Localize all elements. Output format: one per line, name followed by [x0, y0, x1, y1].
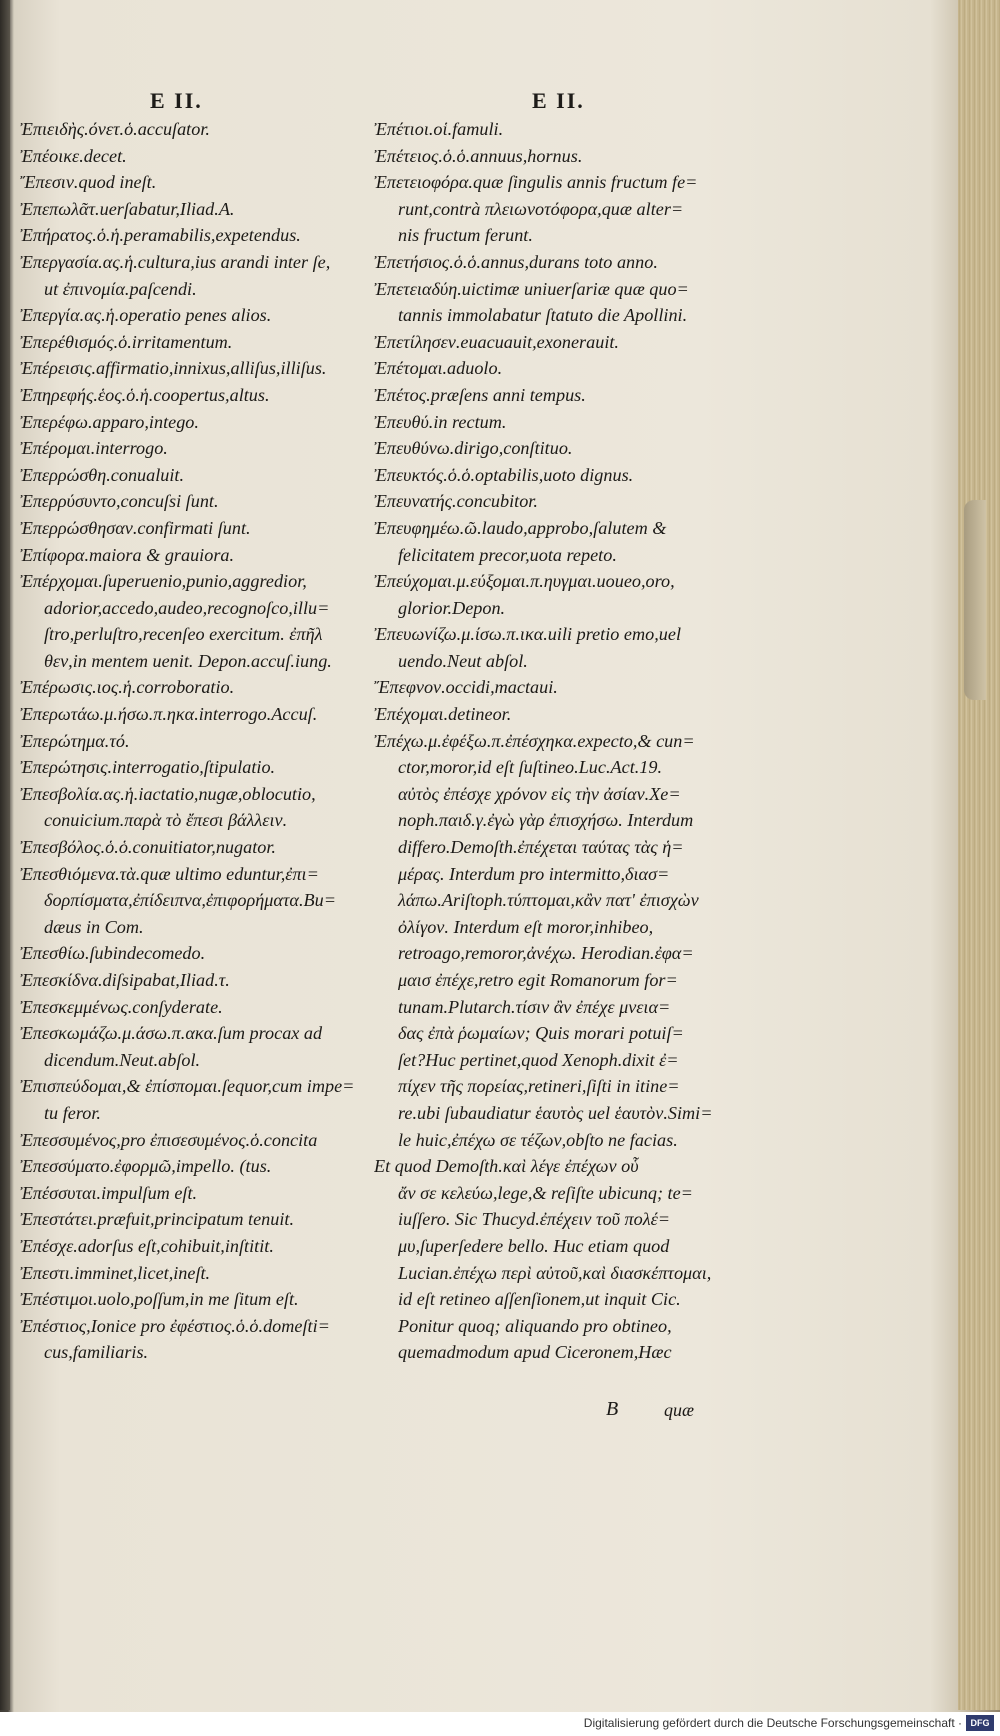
dictionary-line: Ponitur quoq; aliquando pro obtineo, — [398, 1315, 672, 1336]
dictionary-line: θεν,in mentem uenit. Depon.accuſ.iung. — [44, 650, 332, 671]
dictionary-line: id eſt retineo aſſenſionem,ut inquit Cic. — [398, 1289, 681, 1310]
dictionary-line: quemadmodum apud Ciceronem,Hæc — [398, 1342, 672, 1363]
page-edge — [958, 0, 1000, 1710]
dictionary-line: δας ἐπὰ ῥωμαίων; Quis morari potuiſ= — [398, 1023, 684, 1044]
dictionary-line: Ἐπερρώσθη.conualuit. — [20, 464, 185, 485]
dictionary-line: Ἐπευθύνω.dirigo,conſtituo. — [374, 438, 573, 459]
dictionary-line: re.ubi ſubaudiatur ἑαυτὸς uel ἑαυτὸν.Simi= — [398, 1102, 713, 1123]
dfg-logo: DFG — [966, 1715, 994, 1731]
dictionary-line: Ἐπερρώσθησαν.confirmati ſunt. — [20, 517, 251, 538]
right-column — [374, 116, 726, 1366]
dictionary-line: Ἐπευφημέω.ῶ.laudo,approbo,ſalutem & — [374, 517, 667, 538]
dictionary-line: Ἐπευθύ.in rectum. — [374, 411, 507, 432]
dictionary-line: Ἐπεσβολία.ας.ἡ.iactatio,nugæ,oblocutio, — [20, 783, 316, 804]
dictionary-line: Ἐπεργασία.ας.ἡ.cultura,ius arandi inter ſe, — [20, 251, 331, 272]
dictionary-line: Ἔπεσιν.quod ineſt. — [20, 172, 157, 193]
dictionary-line: Ἐπέσχε.adorſus eſt,cohibuit,inſtitit. — [20, 1235, 274, 1256]
running-head-left: E II. — [150, 88, 203, 113]
dictionary-line: Ἔπεφνον.occidi,mactaui. — [374, 677, 558, 698]
dictionary-line: Ἐπευκτός.ὁ.ὁ.optabilis,uoto dignus. — [374, 464, 634, 485]
dictionary-line: le huic,ἐπέχω σε τέζων,obſto ne facias. — [398, 1129, 678, 1150]
dictionary-line: dæus in Com. — [44, 916, 144, 937]
dictionary-line: μυ,ſuperſedere bello. Huc etiam quod — [398, 1235, 670, 1256]
dictionary-line: Ἐπηρεφής.ἑος.ὁ.ἡ.coopertus,altus. — [20, 384, 270, 405]
dictionary-line: Ἐπέρεισις.affirmatio,innixus,alliſus,illiſus. — [20, 358, 327, 379]
dictionary-line: Ἐπεστι.imminet,licet,ineſt. — [20, 1262, 211, 1283]
dictionary-line: μαισ ἐπέχε,retro egit Romanorum for= — [398, 970, 678, 990]
dictionary-line: Ἐπέτειος.ὁ.ὁ.annuus,hornus. — [374, 145, 583, 166]
catchword: quæ — [664, 1400, 695, 1420]
dictionary-line: Ἐπέχομαι.detineor. — [374, 704, 512, 725]
dictionary-line: tu feror. — [44, 1102, 101, 1123]
dictionary-line: ctor,moror,id eſt ſuſtineo.Luc.Act.19. — [398, 757, 663, 778]
dictionary-line: Ἐπέστιμοι.uolo,poſſum,in me ſitum eſt. — [20, 1289, 299, 1310]
dictionary-line: cus,familiaris. — [44, 1342, 149, 1363]
left-column — [20, 116, 355, 1366]
dictionary-line: glorior.Depon. — [398, 597, 506, 618]
dictionary-line: Ἐπερώτησις.interrogatio,ſtipulatio. — [20, 757, 276, 778]
dictionary-line: runt,contrà πλειωνοτόφορα,quæ alter= — [398, 198, 684, 219]
dictionary-line: πίχεν τῆς πορείας,retineri,ſiſti in itine= — [398, 1076, 680, 1097]
dictionary-line: tunam.Plutarch.τίσιν ἂν ἐπέχε μνεια= — [398, 996, 671, 1017]
dictionary-line: Ἐπεργία.ας.ἡ.operatio penes alios. — [20, 305, 272, 326]
dictionary-line: Ἐπέρχομαι.ſuperuenio,punio,aggredior, — [20, 571, 307, 592]
dictionary-line: Ἐπεσσύματο.ἐφορμῶ,impello. (tus. — [20, 1156, 272, 1177]
dictionary-line: Ἐπέτιοι.οἱ.famuli. — [374, 119, 504, 139]
dictionary-line: Ἐπιειδὴς.όνετ.ὁ.accuſator. — [20, 119, 210, 139]
dictionary-line: ſet?Huc pertinet,quod Xenoph.dixit ἐ= — [398, 1049, 679, 1070]
dictionary-line: Ἐπεσκίδνα.diſsipabat,Iliad.τ. — [20, 970, 230, 990]
dictionary-line: Ἐπεσκεμμένως.conſyderate. — [20, 996, 223, 1017]
dictionary-line: Ἐπεύχομαι.μ.εύξομαι.π.ηυγμαι.uoueo,oro, — [374, 571, 675, 592]
dictionary-line: Ἐπερέφω.apparo,intego. — [20, 411, 199, 432]
dictionary-line: ἄν σε κελεύω,lege,& reſiſte ubicunq; te= — [398, 1182, 693, 1203]
dictionary-line: Ἐπέσσυται.impulſum eſt. — [20, 1182, 198, 1203]
footer-credit: Digitalisierung gefördert durch die Deutsche Forschungsgemeinschaft · — [583, 1716, 962, 1730]
dictionary-line: conuicium.παρὰ τὸ ἔπεσι βάλλειν. — [44, 810, 288, 831]
dictionary-line: Ἐπεστάτει.præfuit,principatum tenuit. — [20, 1209, 294, 1230]
dictionary-line: λάπω.Ariſtoph.τύπτομαι,κἂν πατ' ἐπισχὼν — [398, 890, 699, 911]
dictionary-line: iuſſero. Sic Thucyd.ἐπέχειν τοῦ πολέ= — [398, 1209, 671, 1230]
dictionary-line: Et quod Demoſth.καὶ λέγε ἐπέχων οὗ — [374, 1156, 639, 1177]
dictionary-line: Ἐπέοικε.decet. — [20, 145, 127, 166]
dictionary-line: μέρας. Interdum pro intermitto,διασ= — [398, 863, 670, 884]
dictionary-line: nis fructum ferunt. — [398, 225, 533, 246]
dictionary-line: adorior,accedo,audeo,recognoſco,illu= — [44, 597, 330, 618]
dictionary-line: Ἐπέρομαι.interrogo. — [20, 438, 168, 459]
dictionary-line: uendo.Neut abſol. — [398, 650, 528, 671]
dictionary-line: Ἐπεσσυμένος,pro ἐπισεσυμένος.ὁ.concita — [20, 1129, 318, 1150]
dictionary-line: Ἐπευωνίζω.μ.ίσω.π.ικα.uili pretio emo,uel — [374, 624, 681, 645]
running-head-right: E II. — [532, 88, 585, 113]
dictionary-line: ſtro,perluſtro,recenſeo exercitum. ἐπῆλ — [44, 624, 323, 645]
signature-mark: B — [606, 1398, 619, 1420]
binding-shadow — [0, 0, 10, 1710]
dictionary-line: Ἐπισπεύδομαι,& ἐπίσπομαι.ſequor,cum impe= — [20, 1076, 355, 1097]
dictionary-line: felicitatem precor,uota repeto. — [398, 544, 617, 565]
dictionary-line: Ἐπετήσιος.ὁ.ὁ.annus,durans toto anno. — [374, 251, 658, 272]
dictionary-line: Ἐπερωτάω.μ.ήσω.π.ηκα.interrogo.Accuſ. — [20, 704, 318, 725]
dictionary-line: Ἐπέχω.μ.ἐφέξω.π.ἐπέσχηκα.expecto,& cun= — [374, 730, 695, 751]
dictionary-line: Lucian.ἐπέχω περὶ αὐτοῦ,καὶ διασκέπτομαι, — [398, 1262, 712, 1283]
dictionary-line: Ἐπήρατος.ὁ.ἡ.peramabilis,expetendus. — [20, 225, 301, 246]
dictionary-line: differo.Demoſth.ἐπέχεται ταύτας τὰς ἡ= — [398, 837, 684, 858]
dictionary-line: Ἐπίφορα.maiora & grauiora. — [20, 544, 235, 565]
dictionary-line: Ἐπευνατής.concubitor. — [374, 491, 538, 512]
dictionary-line: Ἐπέτομαι.aduolo. — [374, 358, 503, 379]
dictionary-line: Ἐπερρύσυντο,concuſsi ſunt. — [20, 491, 219, 512]
dictionary-line: noph.παιδ.γ.ἐγὼ γὰρ ἐπισχήσω. Interdum — [398, 810, 694, 831]
dictionary-line: Ἐπεσκωμάζω.μ.άσω.π.ακα.ſum procax ad — [20, 1023, 323, 1044]
dictionary-line: αὐτὸς ἐπέσχε χρόνον εἰς τὴν ἀσίαν.Xe= — [398, 783, 681, 804]
dictionary-line: ὀλίγον. Interdum eſt moror,inhibeo, — [398, 916, 654, 937]
dictionary-line: Ἐπερέθισμός.ὁ.irritamentum. — [20, 331, 233, 352]
dictionary-line: Ἐπετειοφόρα.quæ ſingulis annis fructum fe= — [374, 172, 698, 193]
book-clip — [964, 500, 986, 700]
dictionary-line: Ἐπέτος.præſens anni tempus. — [374, 384, 586, 405]
dictionary-line: retroago,remoror,ἀνέχω. Herodian.ἐφα= — [398, 943, 694, 964]
dictionary-line: tannis immolabatur ſtatuto die Apollini. — [398, 305, 688, 326]
dictionary-line: Ἐπερώτημα.τό. — [20, 730, 130, 751]
dictionary-line: Ἐπέστιος,Ionice pro ἐφέστιος.ὁ.ὁ.domeſti= — [20, 1315, 330, 1336]
dictionary-line: Ἐπετίλησεν.euacuauit,exonerauit. — [374, 331, 619, 352]
dictionary-line: Ἐπεπωλᾶτ.uerſabatur,Iliad.Α. — [20, 198, 235, 219]
dictionary-line: ut ἐπινομία.paſcendi. — [44, 278, 197, 299]
dictionary-line: Ἐπεσβόλος.ὁ.ὁ.conuitiator,nugator. — [20, 837, 276, 858]
dictionary-line: Ἐπέρωσις.ιος.ἡ.corroboratio. — [20, 677, 235, 698]
dictionary-line: Ἐπεσθιόμενα.τὰ.quæ ultimo eduntur,ἐπι= — [20, 863, 319, 884]
dictionary-line: δορπίσματα,ἐπίδειπνα,ἐπιφορήματα.Bu= — [44, 890, 336, 911]
dictionary-line: Ἐπετειαδύη.uictimæ uniuerſariæ quæ quo= — [374, 278, 689, 299]
dictionary-line: dicendum.Neut.abſol. — [44, 1049, 201, 1070]
dictionary-line: Ἐπεσθίω.ſubindecomedo. — [20, 943, 206, 964]
